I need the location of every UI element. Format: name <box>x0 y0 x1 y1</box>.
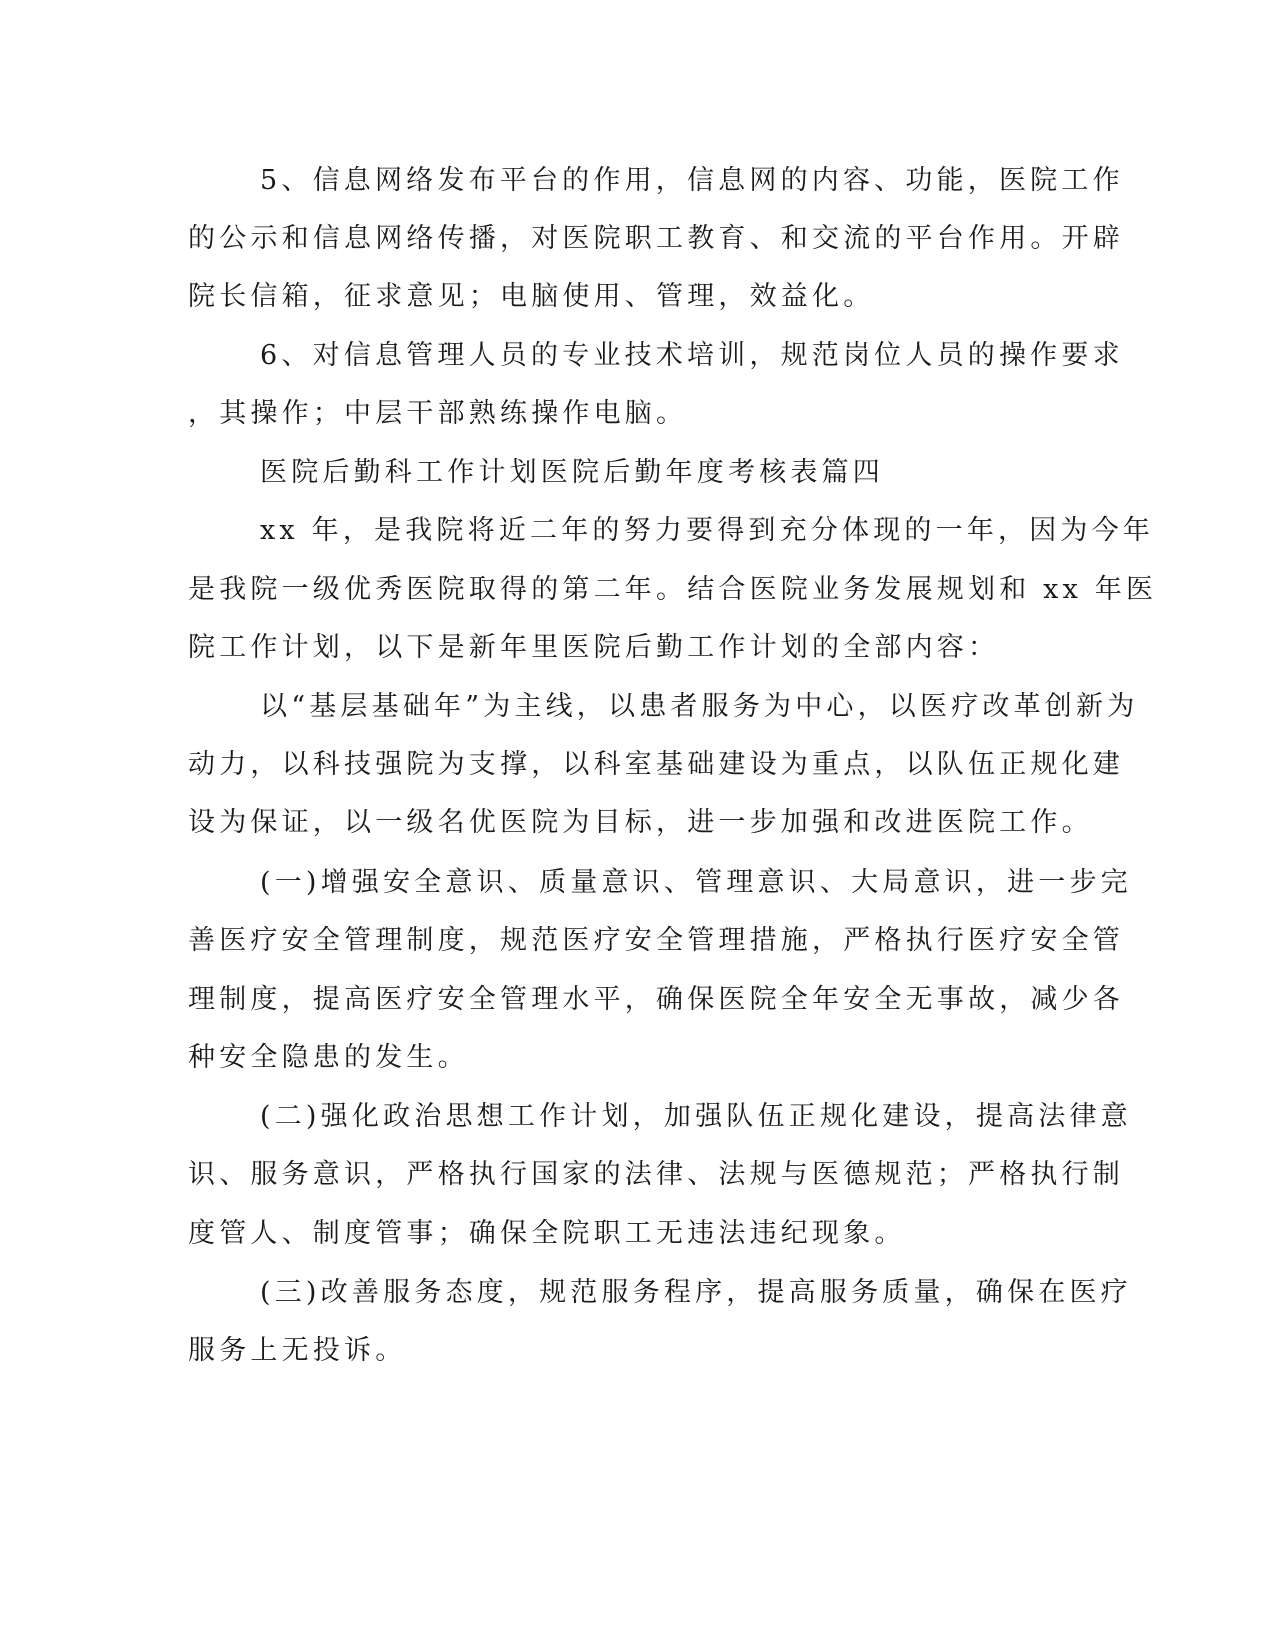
item-2-line-2: 识、服务意识，严格执行国家的法律、法规与医德规范；严格执行制 <box>188 1159 1124 1190</box>
item-1-line-4: 种安全隐患的发生。 <box>188 1042 469 1073</box>
item-3-line-1: (三)改善服务态度，规范服务程序，提高服务质量，确保在医疗 <box>260 1277 1132 1308</box>
section-heading: 医院后勤科工作计划医院后勤年度考核表篇四 <box>260 457 884 488</box>
paragraph-6-line-1: 6、对信息管理人员的专业技术培训，规范岗位人员的操作要求 <box>260 340 1124 371</box>
guideline-line-3: 设为保证，以一级名优医院为目标，进一步加强和改进医院工作。 <box>188 807 1093 838</box>
item-1-line-2: 善医疗安全管理制度，规范医疗安全管理措施，严格执行医疗安全管 <box>188 925 1124 956</box>
intro-line-2: 是我院一级优秀医院取得的第二年。结合医院业务发展规划和 xx 年医 <box>188 574 1158 605</box>
item-1-line-1: (一)增强安全意识、质量意识、管理意识、大局意识，进一步完 <box>260 867 1132 898</box>
item-2-line-3: 度管人、制度管事；确保全院职工无违法违纪现象。 <box>188 1218 906 1249</box>
paragraph-5-line-1: 5、信息网络发布平台的作用，信息网的内容、功能，医院工作 <box>260 165 1124 196</box>
item-1-line-3: 理制度，提高医疗安全管理水平，确保医院全年安全无事故，减少各 <box>188 984 1124 1015</box>
paragraph-6-line-2: ，其操作；中层干部熟练操作电脑。 <box>188 398 688 429</box>
guideline-line-2: 动力，以科技强院为支撑，以科室基础建设为重点，以队伍正规化建 <box>188 749 1124 780</box>
paragraph-5-line-2: 的公示和信息网络传播，对医院职工教育、和交流的平台作用。开辟 <box>188 223 1124 254</box>
intro-line-1: xx 年，是我院将近二年的努力要得到充分体现的一年，因为今年 <box>260 515 1155 546</box>
guideline-line-1: 以“基层基础年”为主线，以患者服务为中心，以医疗改革创新为 <box>260 691 1139 722</box>
item-3-line-2: 服务上无投诉。 <box>188 1335 407 1366</box>
item-2-line-1: (二)强化政治思想工作计划，加强队伍正规化建设，提高法律意 <box>260 1101 1132 1132</box>
intro-line-3: 院工作计划，以下是新年里医院后勤工作计划的全部内容： <box>188 632 1000 663</box>
paragraph-5-line-3: 院长信箱，征求意见；电脑使用、管理，效益化。 <box>188 281 875 312</box>
